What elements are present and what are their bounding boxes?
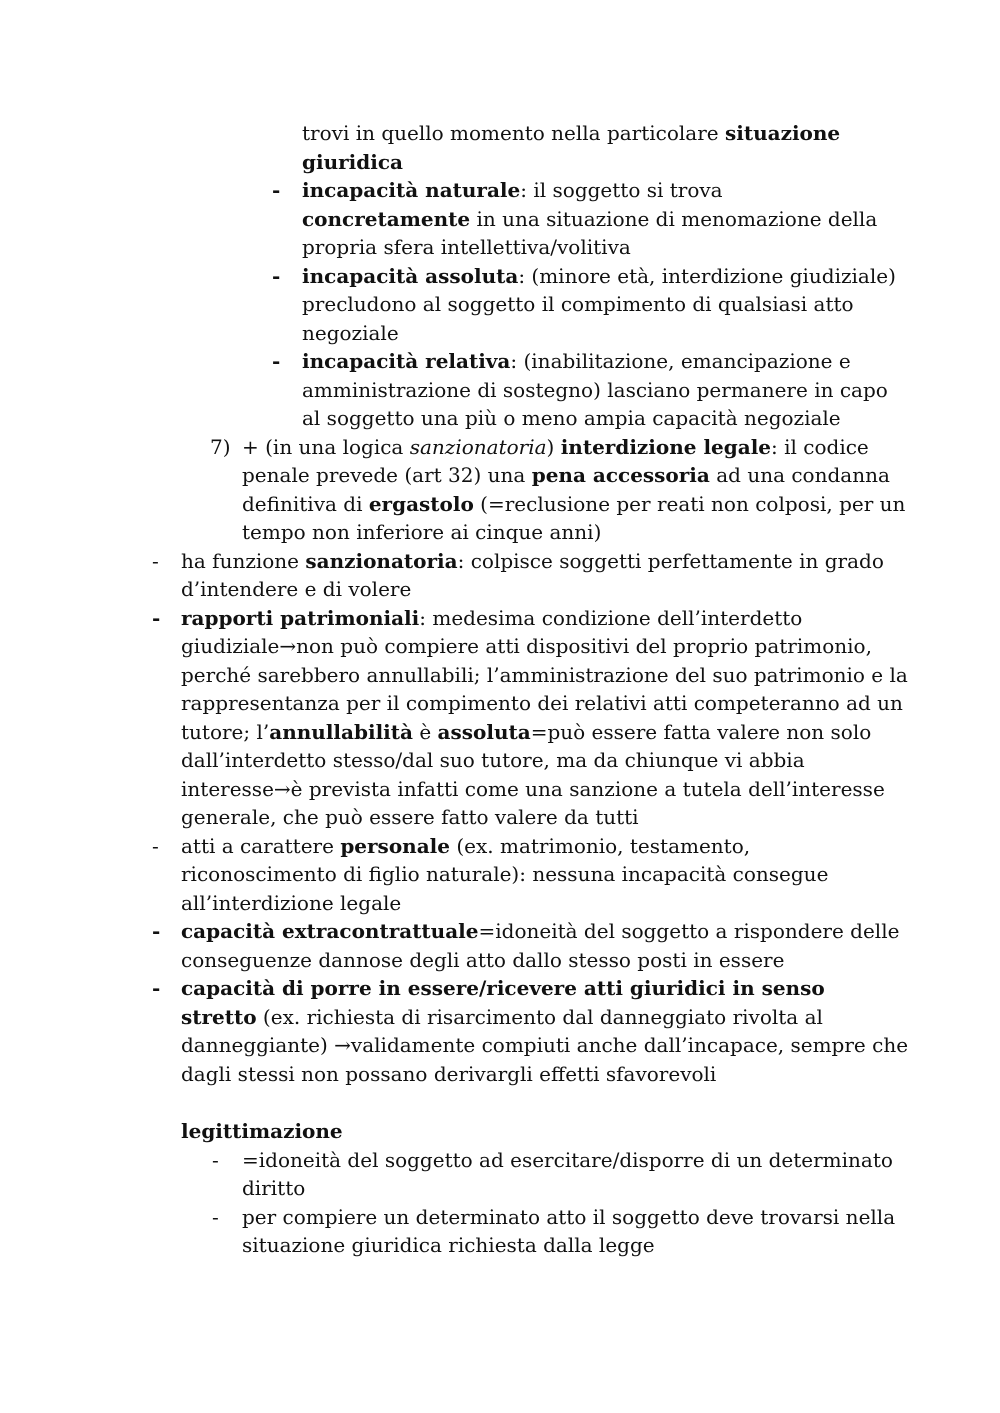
text-line: propria sfera intellettiva/volitiva (302, 235, 631, 259)
text-line: negoziale (302, 321, 399, 345)
text-line: giuridica (302, 150, 403, 174)
list-number: 7) (210, 435, 231, 459)
text-line: danneggiante) →validamente compiuti anche dall’incapace, sempre che (181, 1033, 909, 1057)
text-line: tutore; l’annullabilità è assoluta=può essere fatta valere non solo (181, 720, 872, 744)
list-bullet: - (152, 919, 161, 943)
text-line: rapporti patrimoniali: medesima condizione dell’interdetto (181, 606, 803, 630)
list-bullet: - (152, 606, 161, 630)
text-line: definitiva di ergastolo (=reclusione per reati non colposi, per un (242, 492, 906, 516)
text-line: d’intendere e di volere (181, 577, 412, 601)
text-line: incapacità naturale: il soggetto si trova (302, 178, 723, 202)
text-line: precludono al soggetto il compimento di qualsiasi atto (302, 292, 854, 316)
text-line: conseguenze dannose degli atto dallo stesso posti in essere (181, 948, 785, 972)
text-line: penale prevede (art 32) una pena accessoria ad una condanna (242, 463, 890, 487)
list-bullet: - (272, 178, 281, 202)
text-line: dagli stessi non possano derivargli effetti sfavorevoli (181, 1062, 717, 1086)
list-bullet: - (152, 834, 159, 858)
text-line: per compiere un determinato atto il soggetto deve trovarsi nella (242, 1205, 896, 1229)
list-bullet: - (272, 264, 281, 288)
text-line: al soggetto una più o meno ampia capacità negoziale (302, 406, 841, 430)
text-line: riconoscimento di figlio naturale): nessuna incapacità consegue (181, 862, 829, 886)
text-line: ha funzione sanzionatoria: colpisce soggetti perfettamente in grado (181, 549, 884, 573)
text-line: all’interdizione legale (181, 891, 402, 915)
text-line: amministrazione di sostegno) lasciano permanere in capo (302, 378, 888, 402)
list-bullet: - (212, 1205, 219, 1229)
text-line: situazione giuridica richiesta dalla legge (242, 1233, 655, 1257)
text-line: =idoneità del soggetto ad esercitare/disporre di un determinato (242, 1148, 893, 1172)
section-heading: legittimazione (181, 1119, 343, 1143)
text-line: perché sarebbero annullabili; l’amministrazione del suo patrimonio e la (181, 663, 908, 687)
text-line: tempo non inferiore ai cinque anni) (242, 520, 602, 544)
list-bullet: - (212, 1148, 219, 1172)
text-line: rappresentanza per il compimento dei relativi atti competeranno ad un (181, 691, 903, 715)
text-line: dall’interdetto stesso/dal suo tutore, ma da chiunque vi abbia (181, 748, 805, 772)
list-bullet: - (152, 549, 159, 573)
text-line: stretto (ex. richiesta di risarcimento dal danneggiato rivolta al (181, 1005, 823, 1029)
text-line: incapacità relativa: (inabilitazione, emancipazione e (302, 349, 851, 373)
text-line: atti a carattere personale (ex. matrimonio, testamento, (181, 834, 751, 858)
text-line: diritto (242, 1176, 306, 1200)
text-line: capacità extracontrattuale=idoneità del soggetto a rispondere delle (181, 919, 900, 943)
text-line: giudiziale→non può compiere atti dispositivi del proprio patrimonio, (181, 634, 872, 658)
text-line: capacità di porre in essere/ricevere atti giuridici in senso (181, 976, 825, 1000)
text-line: + (in una logica sanzionatoria) interdizione legale: il codice (242, 435, 869, 459)
text-line: trovi in quello momento nella particolare situazione (302, 121, 841, 145)
list-bullet: - (272, 349, 281, 373)
text-line: generale, che può essere fatto valere da tutti (181, 805, 639, 829)
text-line: incapacità assoluta: (minore età, interdizione giudiziale) (302, 264, 896, 288)
list-bullet: - (152, 976, 161, 1000)
text-line: interesse→è prevista infatti come una sanzione a tutela dell’interesse (181, 777, 885, 801)
text-line: concretamente in una situazione di menomazione della (302, 207, 878, 231)
